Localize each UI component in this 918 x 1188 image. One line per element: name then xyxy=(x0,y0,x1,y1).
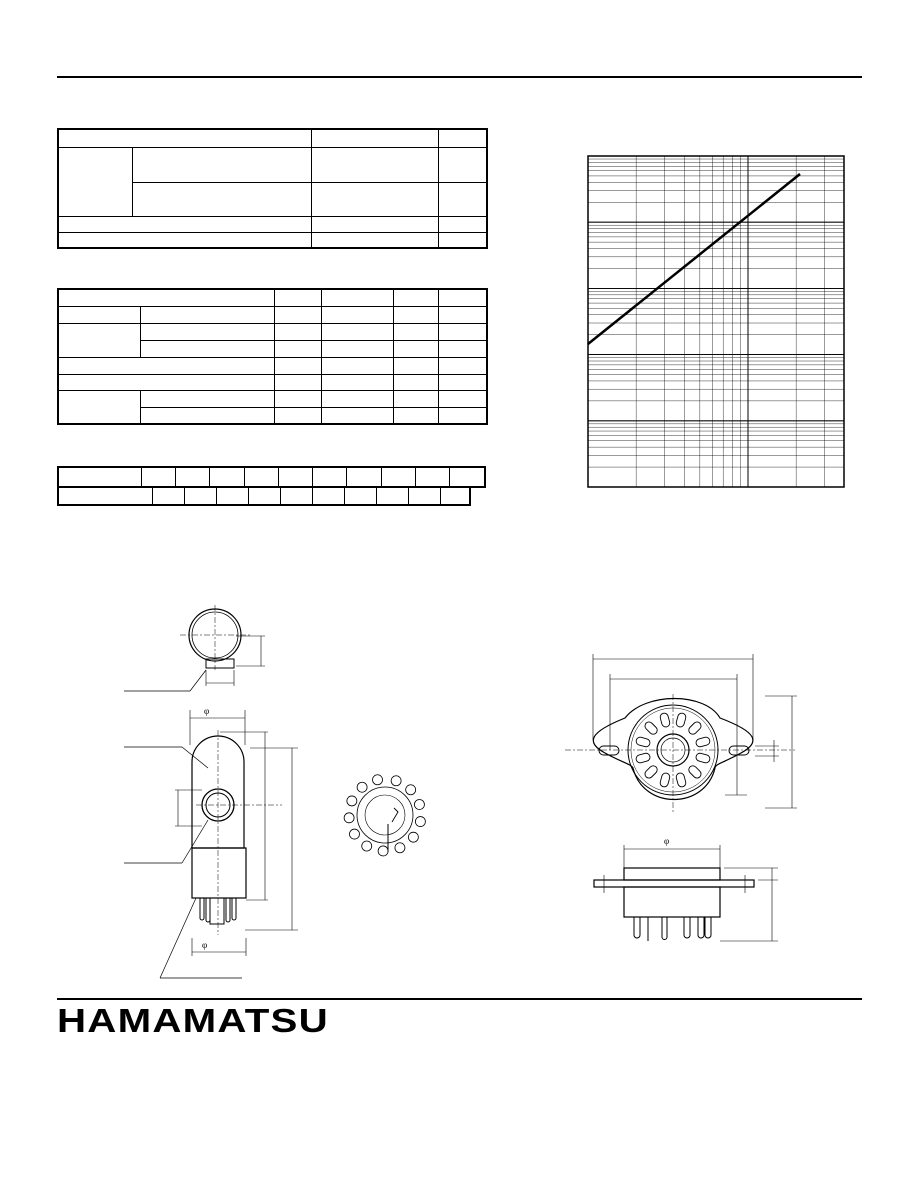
table-row xyxy=(58,147,487,182)
spec-table-3-row-2 xyxy=(57,487,471,506)
header-rule xyxy=(57,76,862,78)
socket-side-view xyxy=(590,835,790,955)
socket-slot xyxy=(675,772,686,788)
pin-circle xyxy=(344,813,354,823)
pin-circle xyxy=(362,841,372,851)
pin-circle xyxy=(414,799,424,809)
pin-circle xyxy=(391,776,401,786)
base-pin-diagram xyxy=(340,770,430,865)
socket-slot xyxy=(643,720,659,736)
pin-circle xyxy=(415,817,425,827)
pin-circle xyxy=(408,832,418,842)
table-row xyxy=(58,467,485,487)
pin-circle xyxy=(349,829,359,839)
pin-circle xyxy=(347,796,357,806)
pin-circle xyxy=(395,843,405,853)
pin-circle xyxy=(357,782,367,792)
socket-slot xyxy=(675,712,686,728)
graph-grid xyxy=(588,156,844,487)
footer-rule xyxy=(57,998,862,1000)
tube-side-view xyxy=(120,700,310,990)
socket-slot xyxy=(659,772,670,788)
socket-slot xyxy=(635,736,651,747)
pin-circle xyxy=(373,775,383,785)
table-row xyxy=(58,390,487,407)
hamamatsu-logo: HAMAMATSU xyxy=(57,1002,329,1039)
table-row xyxy=(58,488,470,506)
table-row xyxy=(58,323,487,340)
spec-table-1 xyxy=(57,128,488,249)
table-row xyxy=(58,306,487,323)
log-log-graph xyxy=(588,156,844,487)
pin-circle xyxy=(406,785,416,795)
spec-table-2 xyxy=(57,288,488,425)
socket-top-view xyxy=(565,650,805,820)
tube-top-view xyxy=(120,600,280,700)
socket-slot xyxy=(635,752,651,763)
socket-dim-label: φ xyxy=(664,836,670,846)
top-dim-label: φ xyxy=(204,706,210,716)
table-row xyxy=(58,232,487,248)
graph-curve xyxy=(588,174,800,344)
table-row xyxy=(58,129,487,147)
graph-frame xyxy=(588,156,844,487)
table-row xyxy=(58,357,487,374)
socket-slot xyxy=(695,736,711,747)
socket-slot xyxy=(695,752,711,763)
spec-table-3-row-1 xyxy=(57,466,486,488)
table-row xyxy=(58,374,487,390)
socket-slot xyxy=(687,720,703,736)
socket-slot xyxy=(687,764,703,780)
socket-slot xyxy=(659,712,670,728)
table-row xyxy=(58,289,487,306)
table-row xyxy=(58,216,487,232)
pin-circle xyxy=(378,846,388,856)
socket-slot xyxy=(643,764,659,780)
bottom-dim-label: φ xyxy=(202,940,208,950)
